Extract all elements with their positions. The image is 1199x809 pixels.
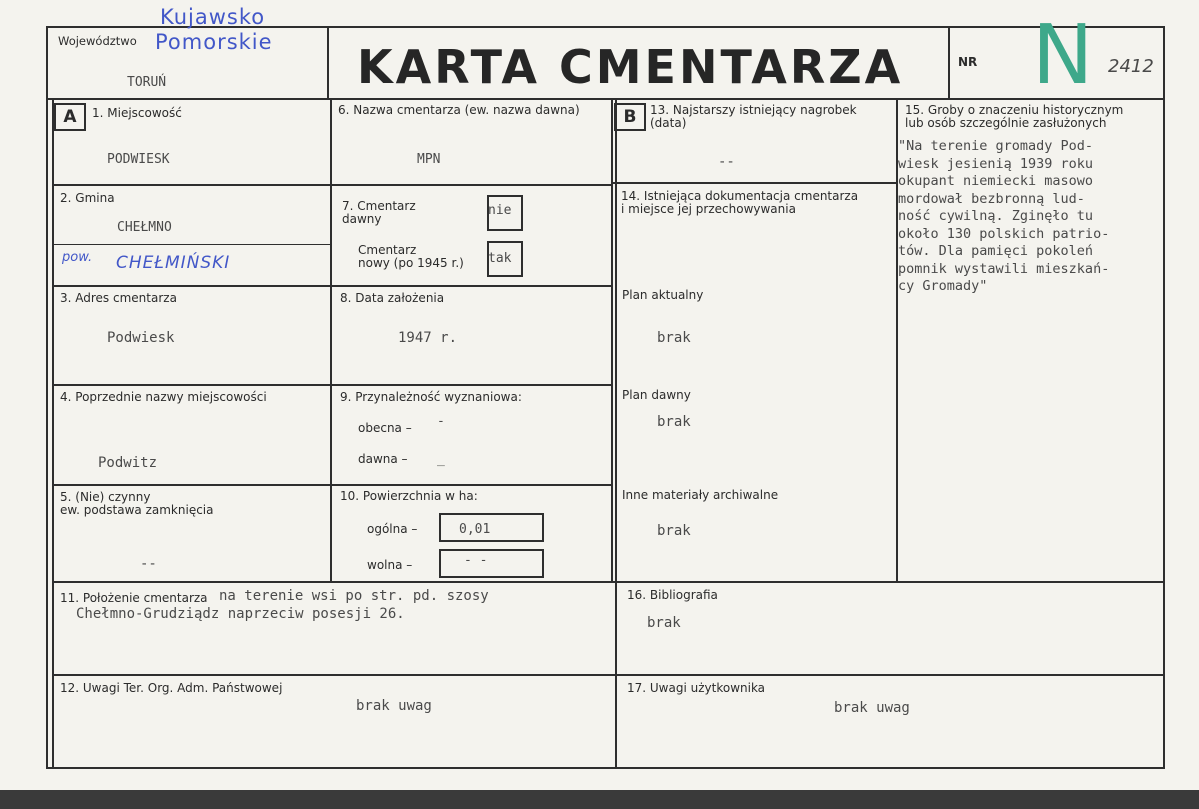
field-2-value: CHEŁMNO — [117, 220, 172, 235]
row-rule-7 — [52, 674, 1165, 676]
field-9-obecna-value: - — [437, 414, 445, 429]
section-a-badge: A — [54, 103, 86, 131]
col-divider-1 — [330, 100, 332, 582]
plan-aktualny-label: Plan aktualny — [622, 288, 704, 302]
field-7-nowy-label: Cmentarz nowy (po 1945 r.) — [358, 243, 464, 270]
field-10-ogolna-value: 0,01 — [459, 522, 491, 537]
row-rule-5 — [52, 484, 613, 486]
field-11-value-line2: Chełmno-Grudziądz naprzeciw posesji 26. — [76, 606, 405, 622]
nr-number: 2412 — [1108, 56, 1154, 77]
stamp-kujawsko: Kujawsko — [160, 5, 266, 29]
row-rule-2a — [52, 244, 330, 245]
field-6-value: MPN — [417, 152, 441, 167]
field-12-label: 12. Uwagi Ter. Org. Adm. Państwowej — [60, 681, 283, 695]
nr-label: NR — [958, 55, 978, 69]
field-15-label: 15. Groby o znaczeniu historycznym lub osób szczególnie zasłużonych — [905, 103, 1124, 130]
inne-value: brak — [657, 523, 691, 539]
field-15-text — [898, 138, 1109, 296]
field-9-label: 9. Przynależność wyznaniowa: — [340, 390, 522, 404]
field-2-label: 2. Gmina — [60, 191, 115, 205]
field-10-ogolna-label: ogólna – — [367, 522, 418, 536]
field-12-value: brak uwag — [356, 698, 432, 714]
field-2-hand-value: CHEŁMIŃSKI — [116, 253, 231, 273]
field-17-label: 17. Uwagi użytkownika — [627, 681, 766, 695]
nr-letter: N — [1032, 8, 1094, 103]
section-b-badge: B — [614, 103, 646, 131]
field-3-label: 3. Adres cmentarza — [60, 291, 177, 305]
field-5-label: 5. (Nie) czynny ew. podstawa zamknięcia — [60, 490, 214, 517]
wojewodztwo-label: Województwo — [58, 34, 137, 48]
field-10-ogolna-box — [439, 513, 544, 542]
field-15-line: tów. Dla pamięci pokoleń — [898, 243, 1094, 259]
field-9-dawna-value: _ — [437, 452, 445, 467]
field-10-wolna-box — [439, 549, 544, 578]
row-rule-6 — [52, 581, 1165, 583]
field-11-label: 11. Położenie cmentarza — [60, 591, 208, 605]
field-7-dawny-label: 7. Cmentarz dawny — [342, 199, 416, 226]
inner-left-rule — [52, 100, 54, 768]
field-15-line: pomnik wystawili mieszkań- — [898, 260, 1110, 277]
field-14-label: 14. Istniejąca dokumentacja cmentarza i miejsce jej przechowywania — [621, 189, 859, 216]
header-divider-right — [948, 26, 950, 100]
wojewodztwo-value: TORUŃ — [127, 75, 167, 90]
field-13-value: -- — [718, 154, 735, 170]
field-9-obecna-label: obecna – — [358, 421, 412, 435]
col-divider-2b — [615, 100, 617, 768]
field-17-value: brak uwag — [834, 700, 910, 716]
field-15-line: "Na terenie gromady Pod- — [898, 138, 1094, 154]
field-5-value: -- — [140, 556, 157, 572]
scan-bottom-edge — [0, 790, 1199, 809]
field-11-value-line1: na terenie wsi po str. pd. szosy — [219, 588, 489, 604]
col-divider-2 — [611, 100, 613, 582]
field-16-label: 16. Bibliografia — [627, 588, 718, 602]
row-rule-3 — [52, 285, 613, 287]
plan-dawny-label: Plan dawny — [622, 388, 691, 402]
field-7-nowy-value: tak — [488, 251, 512, 266]
field-2-hand-prefix: pow. — [62, 250, 93, 265]
field-10-wolna-label: wolna – — [367, 558, 413, 572]
field-8-label: 8. Data założenia — [340, 291, 445, 305]
field-15-line: ność cywilną. Zginęło tu — [898, 208, 1094, 224]
field-6-label: 6. Nazwa cmentarza (ew. nazwa dawna) — [338, 103, 580, 117]
plan-dawny-value: brak — [657, 414, 691, 430]
card-title: KARTA CMENTARZA — [357, 40, 904, 94]
plan-aktualny-value: brak — [657, 330, 691, 346]
field-9-dawna-label: dawna – — [358, 452, 408, 466]
field-16-value: brak — [647, 615, 681, 631]
field-8-value: 1947 r. — [398, 330, 458, 346]
field-10-wolna-value: - - — [464, 553, 488, 568]
header-divider-left — [327, 26, 329, 100]
header-bottom-rule — [46, 98, 1165, 100]
row-rule-1 — [52, 184, 613, 186]
row-rule-b1 — [613, 182, 896, 184]
inne-label: Inne materiały archiwalne — [622, 488, 779, 502]
field-15-line: mordował bezbronną lud- — [898, 190, 1085, 207]
field-15-line: wiesk jesienią 1939 roku — [898, 155, 1094, 172]
stamp-pomorskie: Pomorskie — [155, 30, 273, 54]
field-4-label: 4. Poprzednie nazwy miejscowości — [60, 390, 267, 404]
field-1-label: 1. Miejscowość — [92, 106, 182, 120]
field-1-value: PODWIESK — [107, 152, 170, 167]
field-7-dawny-value: nie — [488, 203, 512, 218]
field-10-label: 10. Powierzchnia w ha: — [340, 489, 478, 503]
field-15-line: okupant niemiecki masowo — [898, 173, 1094, 189]
row-rule-4 — [52, 384, 613, 386]
frame-left — [46, 26, 48, 768]
field-15-line: cy Gromady" — [898, 278, 988, 294]
field-4-value: Podwitz — [98, 455, 158, 471]
frame-right — [1163, 26, 1165, 768]
field-15-line: około 130 polskich patrio- — [898, 225, 1110, 242]
field-13-label: 13. Najstarszy istniejący nagrobek (data) — [650, 103, 857, 130]
field-3-value: Podwiesk — [107, 330, 175, 346]
frame-bottom — [46, 767, 1165, 769]
